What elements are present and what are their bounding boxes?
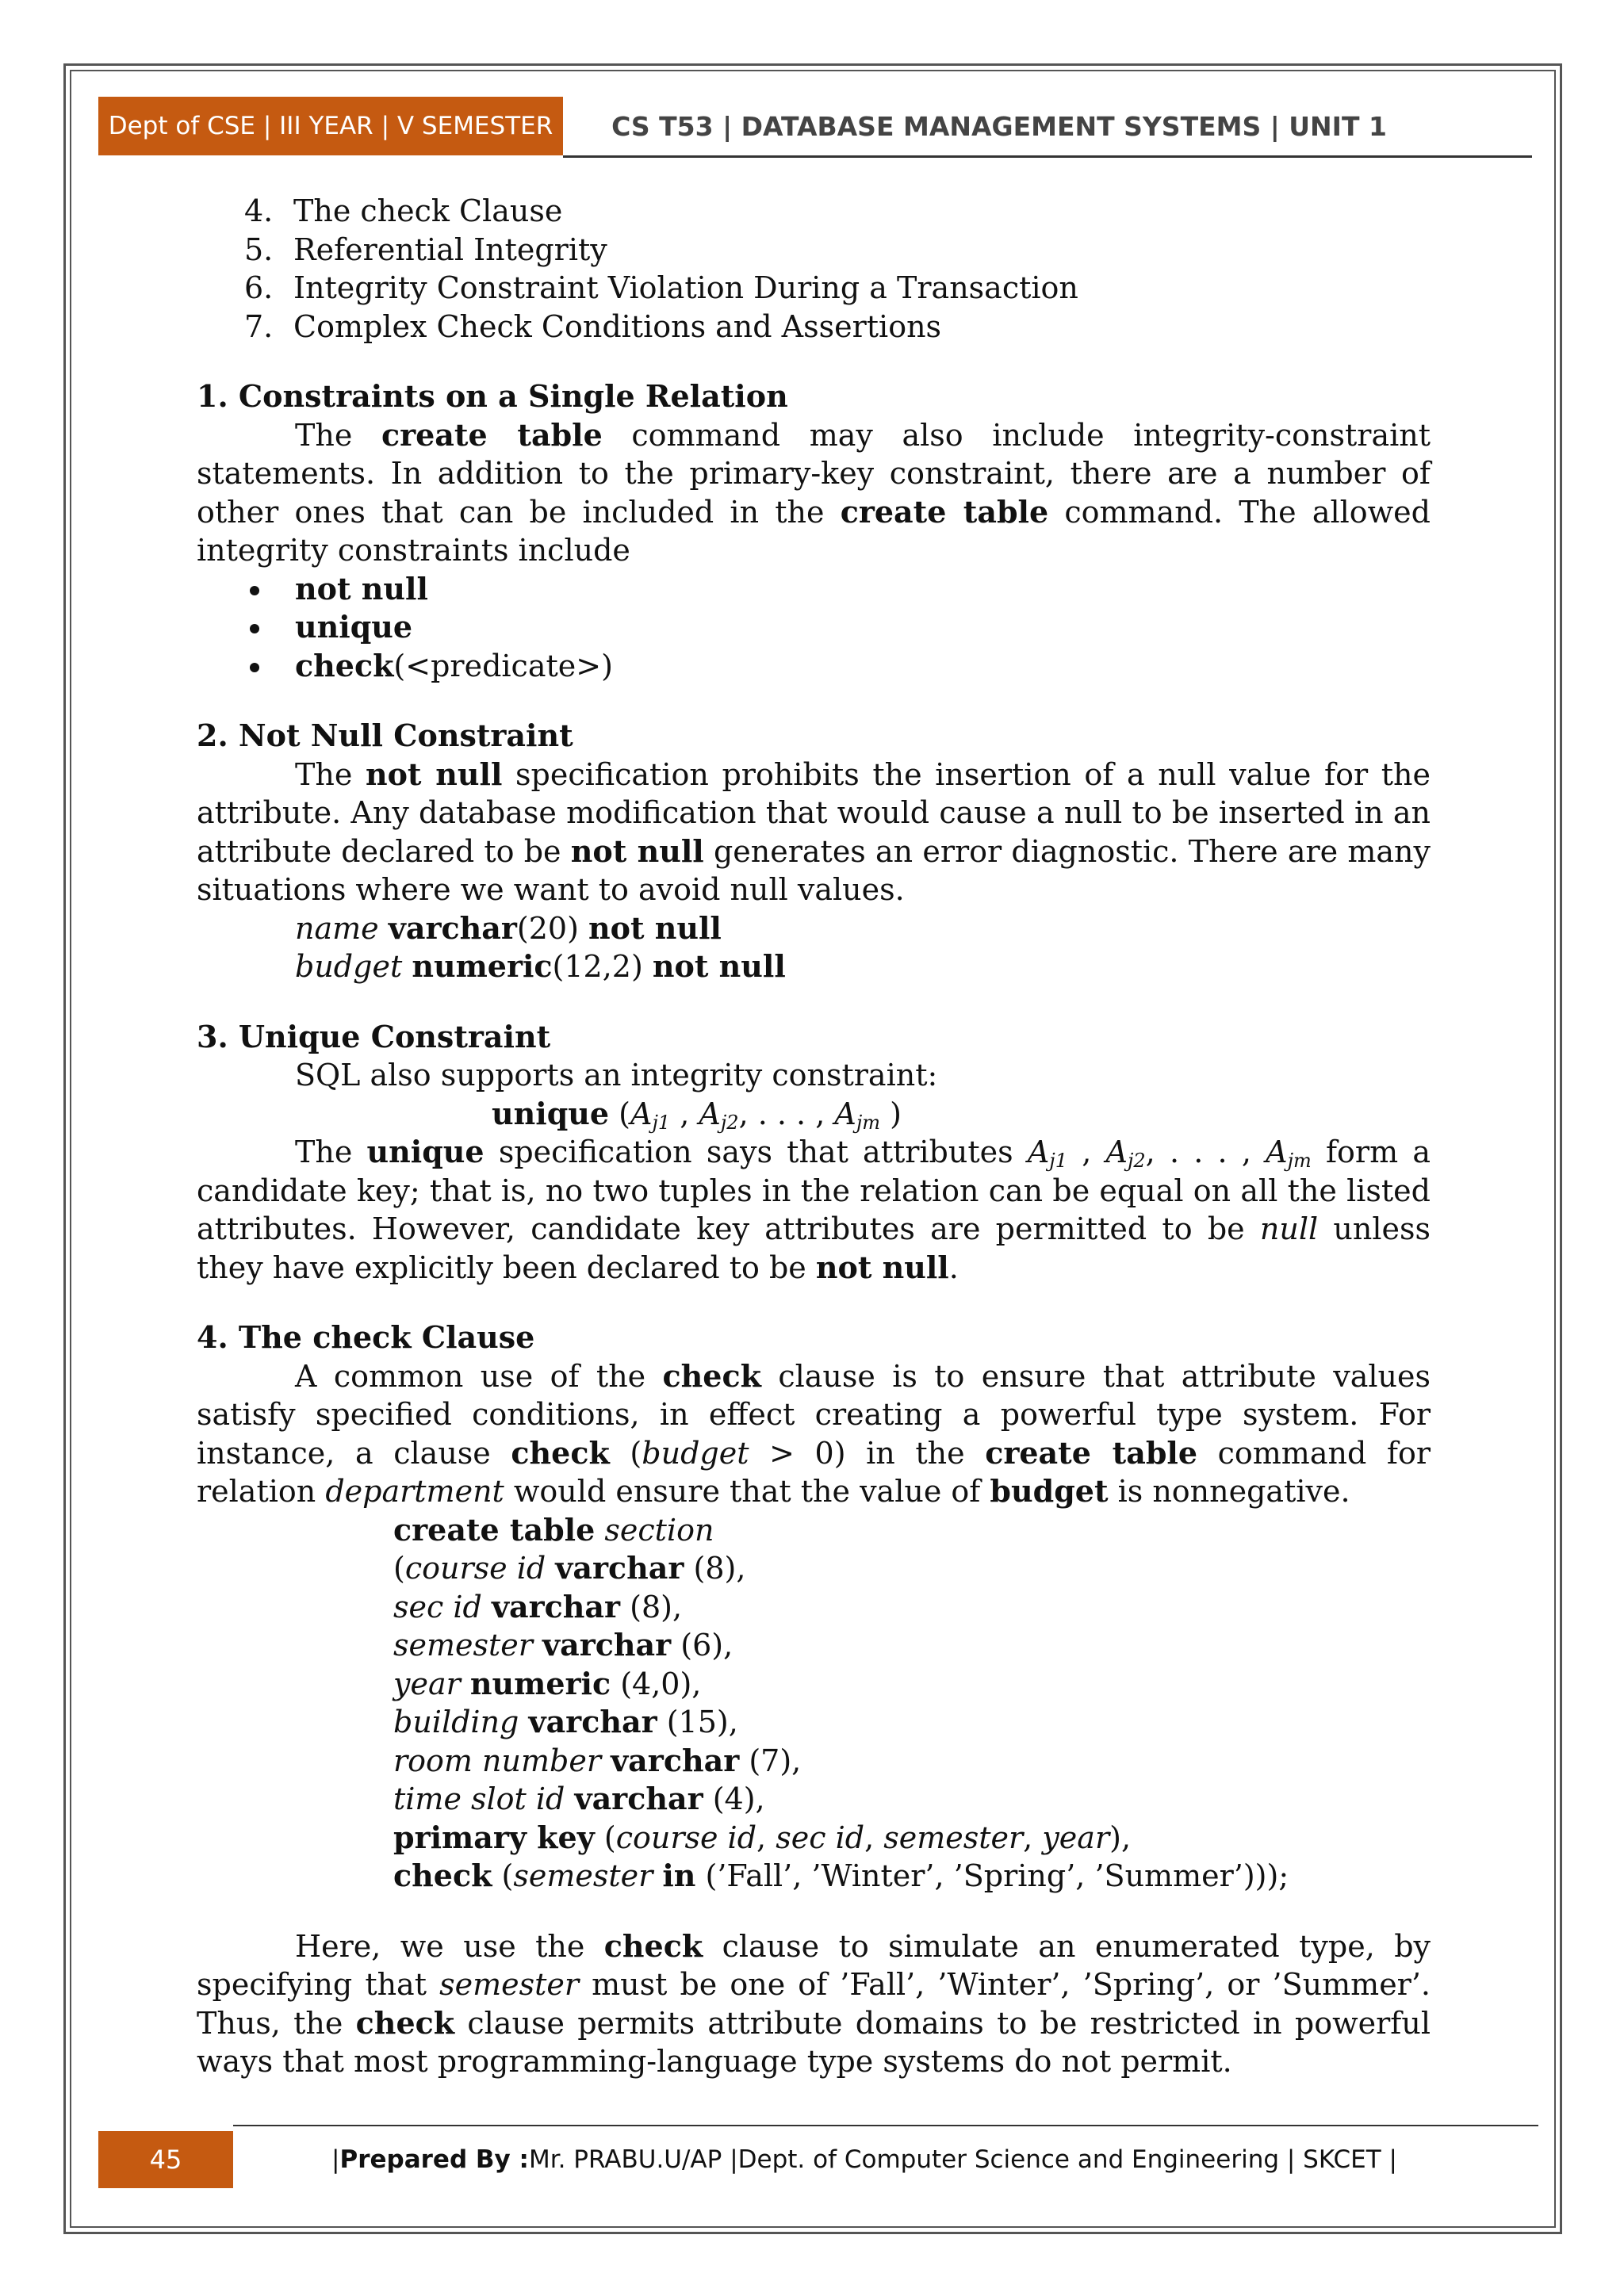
code-line: time slot id varchar (4), [393, 1781, 765, 1816]
code-example-line: budget numeric(12,2) not null [295, 948, 786, 984]
section-heading-single-relation: 1. Constraints on a Single Relation [197, 378, 788, 414]
code-line: semester varchar (6), [393, 1627, 733, 1663]
header-course-title: CS T53 | DATABASE MANAGEMENT SYSTEMS | UNIT 1 [611, 110, 1387, 142]
footer-credits: | Prepared By : Mr. PRABU.U/AP |Dept. of Computer Science and Engineering | SKCET | [331, 2145, 1397, 2174]
topic-list [244, 192, 1431, 346]
section-heading-not-null: 2. Not Null Constraint [197, 718, 573, 753]
header-rule [563, 155, 1532, 158]
footer-rule [233, 2125, 1538, 2126]
code-line: building varchar (15), [393, 1704, 738, 1739]
topic-list-item: 5. Referential Integrity [244, 232, 607, 267]
unique-syntax: unique ($A_{j1}$ , $A_{j2}$, . . . , $A_{jm}$ ) [492, 1095, 902, 1134]
constraint-list-item: not null [197, 570, 1431, 609]
section-heading-unique: 3. Unique Constraint [197, 1018, 551, 1054]
code-line: check (semester in (’Fall’, ’Winter’, ’Spring’, ’Summer’))); [393, 1858, 1289, 1893]
code-line: year numeric (4,0), [393, 1665, 702, 1701]
paragraph-unique: The unique specification says that attributes $A_{j1}$ , $A_{j2}$, . . . , $A_{jm}$ form a candidate key; that is, no two tuples in the relation can be equal on all the listed attributes. However, candidate key attributes are permitted to be null unless they have explicitly been declared to be not null. [197, 1134, 1431, 1285]
paragraph-single-relation: The create table command may also include integrity-constraint statements. In addition to the primary-key constraint, there are a number of other ones that can be included in the create table command. The allowed integrity constraints include [197, 416, 1431, 568]
topic-list-item: 6. Integrity Constraint Violation During a Transaction [244, 270, 1078, 305]
paragraph-unique-intro: SQL also supports an integrity constraint: [295, 1058, 938, 1093]
section-heading-check: 4. The check Clause [197, 1319, 535, 1355]
code-example-line: name varchar(20) not null [295, 909, 722, 946]
code-line: primary key (course id, sec id, semester, year), [393, 1819, 1132, 1855]
constraint-list-item: unique [197, 608, 1431, 647]
page-content [197, 192, 1431, 2081]
code-line: create table section [393, 1511, 714, 1548]
paragraph-not-null: The not null specification prohibits the insertion of a null value for the attribute. Any database modification that would cause a null to be inserted in an attribute declared to be not null generates an error diagnostic. There are many situations where we want to avoid null values. [197, 756, 1431, 907]
code-line: (course id varchar (8), [393, 1550, 746, 1586]
page-number: 45 [98, 2131, 233, 2188]
constraint-list-item: check(<predicate>) [197, 647, 1431, 686]
topic-list-item: 4. The check Clause [244, 193, 563, 228]
paragraph-check-enumerated: Here, we use the check clause to simulate an enumerated type, by specifying that semester must be one of ’Fall’, ’Winter’, ’Spring’, or ’Summer’. Thus, the check clause permits attribute domains to be restricted in powerful ways that most programming-language type systems do not permit. [197, 1927, 1431, 2079]
constraint-list [197, 570, 1431, 686]
code-line: sec id varchar (8), [393, 1588, 683, 1624]
topic-list-item: 7. Complex Check Conditions and Assertions [244, 308, 942, 344]
code-line: room number varchar (7), [393, 1742, 802, 1778]
code-block-create-table [197, 1511, 1431, 1896]
paragraph-check: A common use of the check clause is to ensure that attribute values satisfy specified conditions, in effect creating a powerful type system. For instance, a clause check (budget > 0) in the create table command for relation department would ensure that the value of budget is nonnegative. [197, 1357, 1431, 1509]
header-department: Dept of CSE | III YEAR | V SEMESTER [98, 97, 563, 155]
